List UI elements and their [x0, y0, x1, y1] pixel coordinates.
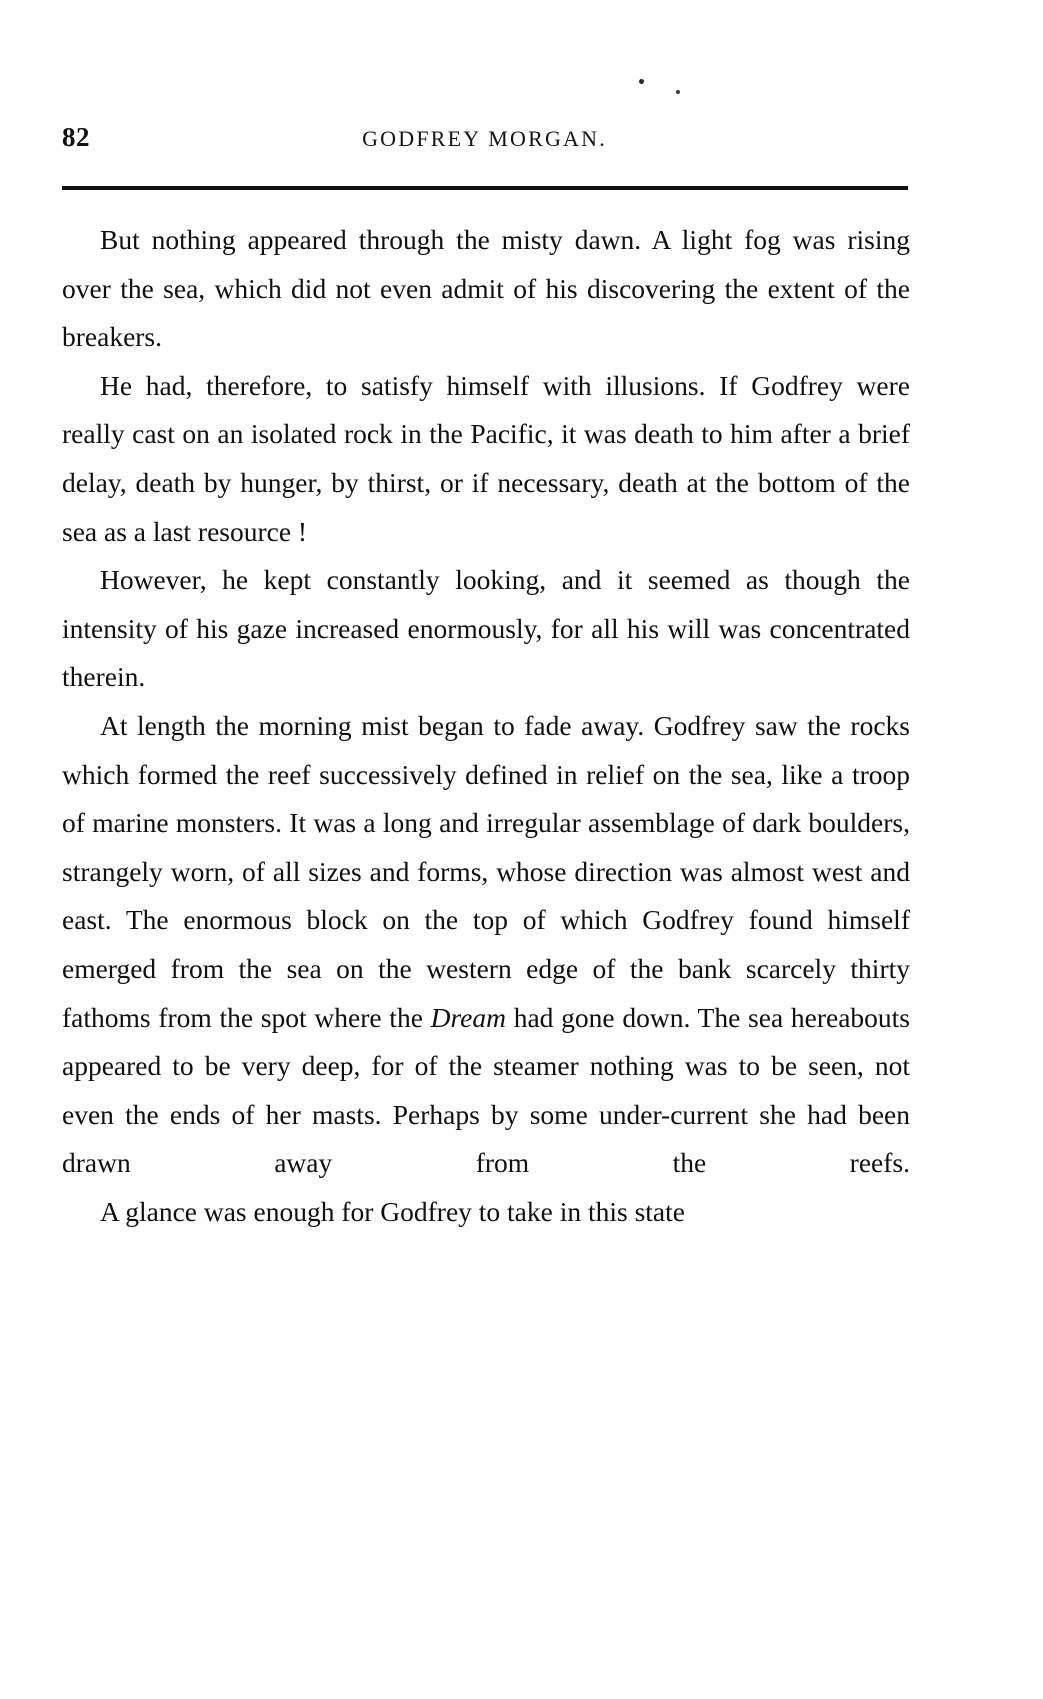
- italic-ship-name: Dream: [430, 1001, 506, 1033]
- page-header: [62, 122, 907, 164]
- paragraph: [62, 702, 910, 1188]
- page-body: [62, 216, 910, 1236]
- running-title: GODFREY MORGAN.: [362, 126, 607, 151]
- page-number: 82: [62, 122, 90, 152]
- paragraph: But nothing appeared through the misty dawn. A light fog was rising over the sea, which did not even admit of his discovering the extent of the breakers.: [62, 224, 910, 353]
- paragraph-text-before-italic: At length the morning mist began to fade away. Godfrey saw the rocks which formed the reef successively defined in relief on the sea, like a troop of marine monsters. It was a long and irregular assemblage of dark boulders, strangely worn, of all sizes and forms, whose direction was almost west and east. The enormous block on the top of which Godfrey found himself emerged from the sea on the western edge of the bank scarcely thirty fathoms from the spot where the: [62, 709, 910, 1033]
- paragraph: He had, therefore, to satisfy himself with illusions. If Godfrey were really cast on an isolated rock in the Pacific, it was death to him after a brief delay, death by hunger, by thirst, or if necessary, death at the bottom of the sea as a last resource !: [62, 369, 910, 547]
- ink-speck-icon: [676, 90, 680, 94]
- ink-speck-icon: [639, 79, 644, 84]
- paragraph: A glance was enough for Godfrey to take in this state: [100, 1195, 685, 1227]
- paragraph: However, he kept constantly looking, and it seemed as though the intensity of his gaze increased enormously, for all his will was concentrated therein.: [62, 564, 910, 693]
- paragraph-text-after-italic: had gone down. The sea hereabouts appeared to be very deep, for of the steamer nothing was to be seen, not even the ends of her masts. Perhaps by some under-current she had been drawn away from the reefs.: [62, 1001, 911, 1179]
- header-divider: [62, 186, 908, 190]
